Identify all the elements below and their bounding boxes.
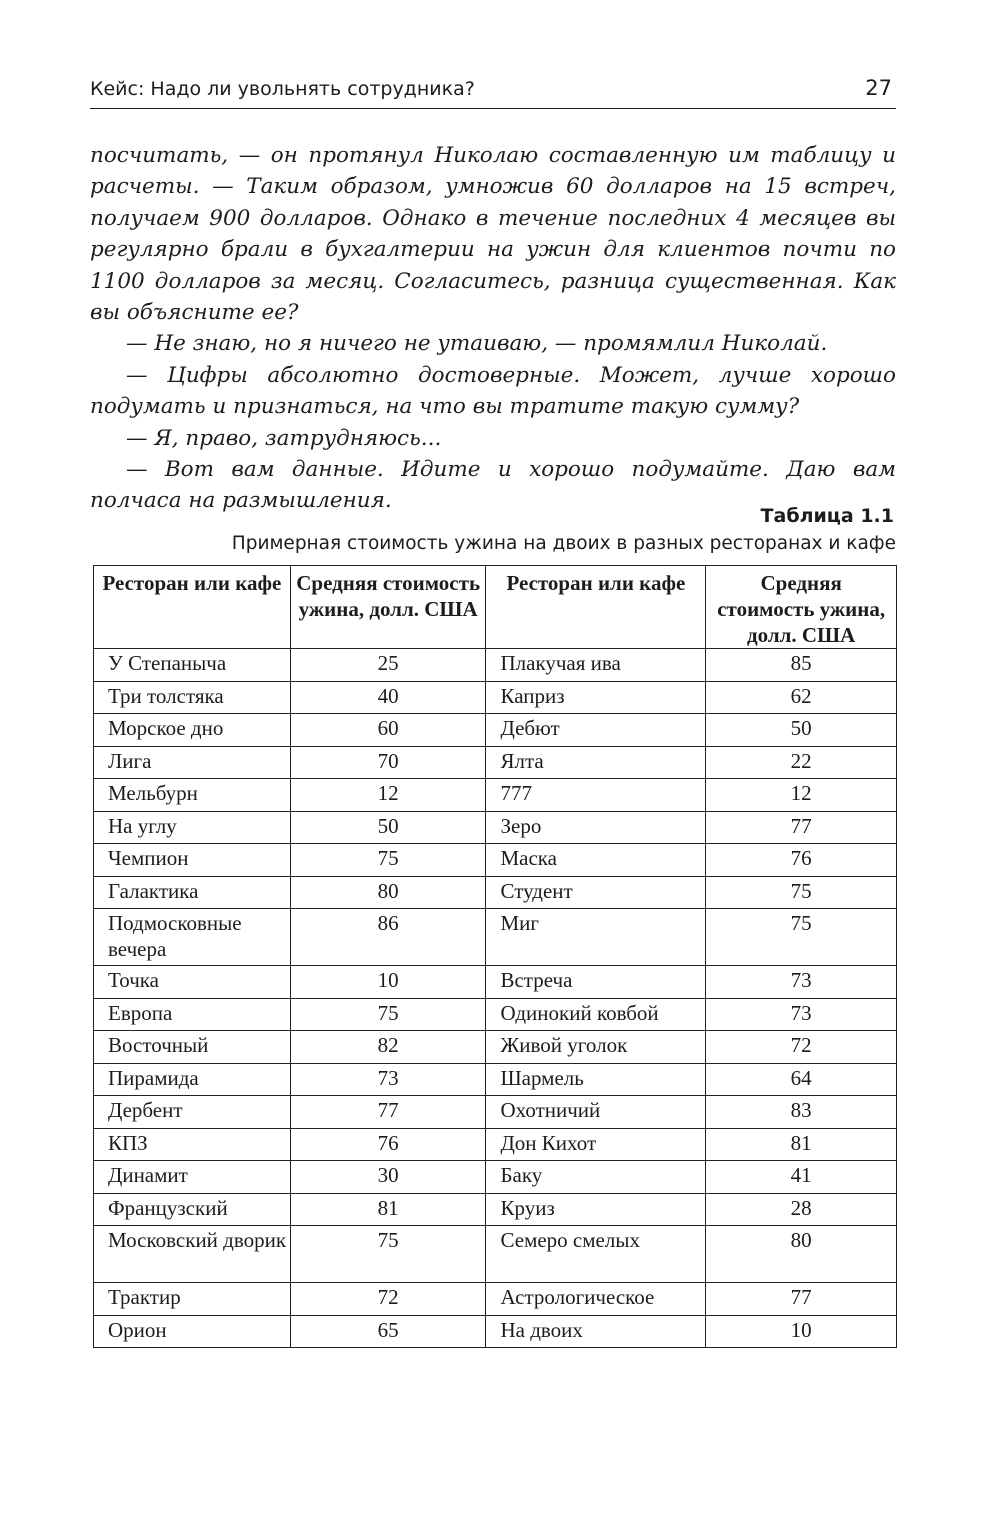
avg-cost-cell: 75: [706, 876, 897, 909]
restaurant-name-cell: Французский: [94, 1193, 291, 1226]
restaurant-name-cell: Живой уголок: [486, 1031, 706, 1064]
avg-cost-cell: 82: [290, 1031, 486, 1064]
page-number: 27: [865, 76, 892, 100]
paragraph: посчитать, — он протянул Николаю составленную им таблицу и расчеты. — Таким образом, умножив 60 долларов на 15 встреч, получаем 900 долларов. Однако в течение последних 4 месяцев вы регулярно брали в бухгалтерии на ужин для клиентов почти по 1100 долларов за месяц. Согласитесь, разница существенная. Как вы объясните ее?: [90, 143, 896, 326]
header-avg-cost: Средняя стоимость ужина, долл. США: [290, 566, 486, 649]
table-row: [94, 746, 897, 779]
restaurant-name-cell: Студент: [486, 876, 706, 909]
restaurant-name-cell: Дебют: [486, 714, 706, 747]
avg-cost-cell: 30: [290, 1161, 486, 1194]
paragraph: — Цифры абсолютно достоверные. Может, лучше хорошо подумать и признаться, на что вы тратите такую сумму?: [90, 362, 896, 420]
avg-cost-cell: 70: [290, 746, 486, 779]
restaurant-name-cell: Лига: [94, 746, 291, 779]
avg-cost-cell: 28: [706, 1193, 897, 1226]
table-row: [94, 1315, 897, 1348]
avg-cost-cell: 76: [706, 844, 897, 877]
avg-cost-cell: 10: [706, 1315, 897, 1348]
body-text: [90, 140, 896, 517]
restaurant-name-cell: На углу: [94, 811, 291, 844]
table-caption: Примерная стоимость ужина на двоих в разных ресторанах и кафе: [231, 533, 896, 554]
avg-cost-cell: 77: [706, 1283, 897, 1316]
avg-cost-cell: 85: [706, 649, 897, 682]
table-row: [94, 681, 897, 714]
table-row: [94, 714, 897, 747]
restaurant-name-cell: Одинокий ковбой: [486, 998, 706, 1031]
avg-cost-cell: 75: [290, 844, 486, 877]
restaurant-name-cell: Баку: [486, 1161, 706, 1194]
avg-cost-cell: 81: [290, 1193, 486, 1226]
restaurant-name-cell: Дербент: [94, 1096, 291, 1129]
restaurant-name-cell: Охотничий: [486, 1096, 706, 1129]
table-body: [94, 649, 897, 1348]
restaurant-name-cell: Встреча: [486, 966, 706, 999]
table-row: [94, 779, 897, 812]
chapter-title: Кейс: Надо ли увольнять сотрудника?: [90, 78, 475, 100]
restaurant-name-cell: Шармель: [486, 1063, 706, 1096]
restaurant-name-cell: Астрологическое: [486, 1283, 706, 1316]
avg-cost-cell: 64: [706, 1063, 897, 1096]
restaurant-name-cell: Чемпион: [94, 844, 291, 877]
restaurant-name-cell: Плакучая ива: [486, 649, 706, 682]
restaurant-name-cell: На двоих: [486, 1315, 706, 1348]
restaurant-name-cell: Пирамида: [94, 1063, 291, 1096]
header-avg-cost: Средняя стоимость ужина, долл. США: [706, 566, 897, 649]
table-row: [94, 811, 897, 844]
restaurant-name-cell: Галактика: [94, 876, 291, 909]
paragraph: — Я, право, затрудняюсь...: [126, 425, 442, 451]
table-row: [94, 1193, 897, 1226]
avg-cost-cell: 41: [706, 1161, 897, 1194]
restaurant-name-cell: Динамит: [94, 1161, 291, 1194]
restaurant-name-cell: Ялта: [486, 746, 706, 779]
restaurant-price-table: [93, 565, 897, 1348]
avg-cost-cell: 73: [290, 1063, 486, 1096]
paragraph: — Не знаю, но я ничего не утаиваю, — промямлил Николай.: [126, 331, 828, 357]
paragraph: — Вот вам данные. Идите и хорошо подумайте. Даю вам полчаса на размышления.: [90, 457, 896, 514]
avg-cost-cell: 22: [706, 746, 897, 779]
header-restaurant: Ресторан или кафе: [486, 566, 706, 649]
avg-cost-cell: 65: [290, 1315, 486, 1348]
restaurant-name-cell: Трактир: [94, 1283, 291, 1316]
restaurant-name-cell: Маска: [486, 844, 706, 877]
table-label: Таблица 1.1: [760, 505, 894, 527]
restaurant-name-cell: Круиз: [486, 1193, 706, 1226]
table-row: [94, 1096, 897, 1129]
restaurant-name-cell: Дон Кихот: [486, 1128, 706, 1161]
restaurant-name-cell: 777: [486, 779, 706, 812]
avg-cost-cell: 12: [706, 779, 897, 812]
table-row: [94, 1063, 897, 1096]
table-row: [94, 1128, 897, 1161]
avg-cost-cell: 81: [706, 1128, 897, 1161]
table-row: [94, 1031, 897, 1064]
restaurant-name-cell: Подмосковные вечера: [94, 909, 291, 966]
avg-cost-cell: 12: [290, 779, 486, 812]
table-row: [94, 844, 897, 877]
header-restaurant: Ресторан или кафе: [94, 566, 291, 649]
table-row: [94, 1226, 897, 1283]
table-header-row: [94, 566, 897, 649]
avg-cost-cell: 83: [706, 1096, 897, 1129]
running-head: [90, 76, 896, 109]
restaurant-name-cell: Морское дно: [94, 714, 291, 747]
restaurant-name-cell: Миг: [486, 909, 706, 966]
table-row: [94, 876, 897, 909]
avg-cost-cell: 86: [290, 909, 486, 966]
avg-cost-cell: 75: [706, 909, 897, 966]
avg-cost-cell: 50: [706, 714, 897, 747]
restaurant-name-cell: Семеро смелых: [486, 1226, 706, 1283]
avg-cost-cell: 77: [290, 1096, 486, 1129]
avg-cost-cell: 72: [706, 1031, 897, 1064]
avg-cost-cell: 75: [290, 998, 486, 1031]
table-row: [94, 1161, 897, 1194]
restaurant-name-cell: Точка: [94, 966, 291, 999]
table-row: [94, 649, 897, 682]
restaurant-name-cell: У Степаныча: [94, 649, 291, 682]
avg-cost-cell: 76: [290, 1128, 486, 1161]
avg-cost-cell: 50: [290, 811, 486, 844]
avg-cost-cell: 73: [706, 966, 897, 999]
restaurant-name-cell: КПЗ: [94, 1128, 291, 1161]
avg-cost-cell: 73: [706, 998, 897, 1031]
table-row: [94, 998, 897, 1031]
avg-cost-cell: 25: [290, 649, 486, 682]
avg-cost-cell: 75: [290, 1226, 486, 1283]
avg-cost-cell: 80: [290, 876, 486, 909]
table-row: [94, 966, 897, 999]
avg-cost-cell: 77: [706, 811, 897, 844]
table-row: [94, 1283, 897, 1316]
avg-cost-cell: 72: [290, 1283, 486, 1316]
restaurant-name-cell: Три толстяка: [94, 681, 291, 714]
restaurant-name-cell: Мельбурн: [94, 779, 291, 812]
restaurant-name-cell: Каприз: [486, 681, 706, 714]
restaurant-name-cell: Зеро: [486, 811, 706, 844]
restaurant-name-cell: Европа: [94, 998, 291, 1031]
avg-cost-cell: 60: [290, 714, 486, 747]
restaurant-name-cell: Восточный: [94, 1031, 291, 1064]
avg-cost-cell: 10: [290, 966, 486, 999]
restaurant-name-cell: Орион: [94, 1315, 291, 1348]
avg-cost-cell: 62: [706, 681, 897, 714]
avg-cost-cell: 40: [290, 681, 486, 714]
restaurant-name-cell: Московский дворик: [94, 1226, 291, 1283]
avg-cost-cell: 80: [706, 1226, 897, 1283]
table-row: [94, 909, 897, 966]
